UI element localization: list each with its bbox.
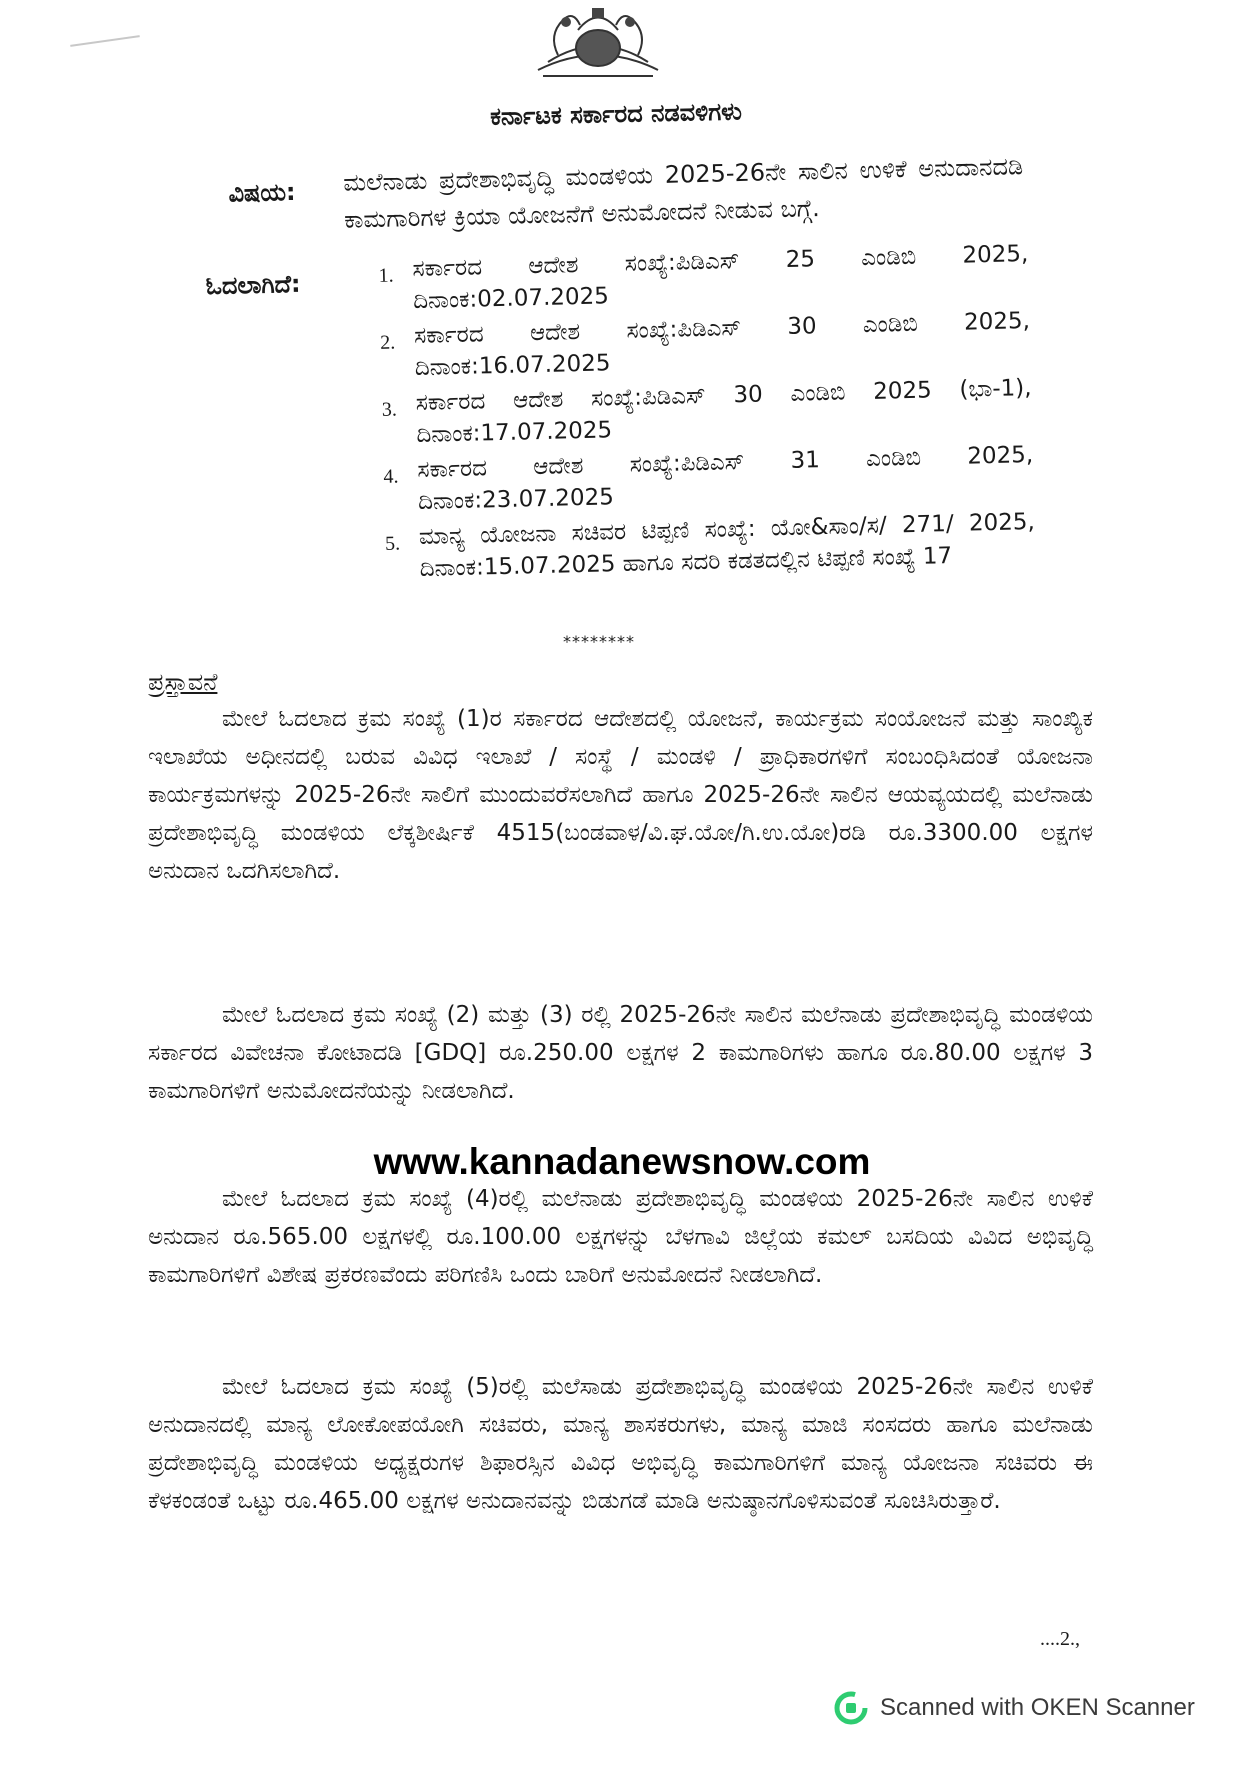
references-label: ಓದಲಾಗಿದೆ: [205, 269, 301, 301]
website-watermark: www.kannadanewsnow.com [373, 1141, 871, 1182]
reference-text: ಸರ್ಕಾರದ ಆದೇಶ ಸಂಖ್ಯೆ:ಪಿಡಿಎಸ್ 30 ಎಂಡಿಬಿ 2025, ದಿನಾಂಕ:16.07.2025 [413, 308, 1031, 382]
preamble-paragraph-1: ಮೇಲೆ ಓದಲಾದ ಕ್ರಮ ಸಂಖ್ಯೆ (1)ರ ಸರ್ಕಾರದ ಆದೇಶದಲ್ಲಿ ಯೋಜನೆ, ಕಾರ್ಯಕ್ರಮ ಸಂಯೋಜನೆ ಮತ್ತು ಸಾಂಖ್ಯಿಕ ಇಲಾಖೆಯ ಅಧೀನದಲ್ಲಿ ಬರುವ ವಿವಿಧ ಇಲಾಖೆ / ಸಂಸ್ಥೆ / ಮಂಡಳಿ / ಪ್ರಾಧಿಕಾರಗಳಿಗೆ ಸಂಬಂಧಿಸಿದಂತೆ ಯೋಜನಾ ಕಾರ್ಯಕ್ರಮಗಳನ್ನು 2025-26ನೇ ಸಾಲಿಗೆ ಮುಂದುವರೆಸಲಾಗಿದೆ ಹಾಗೂ 2025-26ನೇ ಸಾಲಿನ ಆಯವ್ಯಯದಲ್ಲಿ ಮಲೆನಾಡು ಪ್ರದೇಶಾಭಿವೃದ್ಧಿ ಮಂಡಳಿಯ ಲೆಕ್ಕಶೀರ್ಷಿಕೆ 4515(ಬಂಡವಾಳ/ವಿ.ಘ.ಯೋ/ಗಿ.ಉ.ಯೋ)ರಡಿ ರೂ.3300.00 ಲಕ್ಷಗಳ ಅನುದಾನ ಒದಗಿಸಲಾಗಿದೆ. [148, 706, 1093, 884]
reference-number: 2. [379, 331, 396, 354]
reference-item [378, 238, 1029, 318]
reference-number: 4. [383, 465, 399, 488]
section-divider: ******** [563, 632, 635, 651]
scanner-watermark [834, 1690, 1195, 1726]
reference-number: 1. [378, 264, 394, 287]
reference-item [385, 506, 1036, 586]
reference-text: ಸರ್ಕಾರದ ಆದೇಶ ಸಂಖ್ಯೆ:ಪಿಡಿಎಸ್ 31 ಎಂಡಿಬಿ 2025, ದಿನಾಂಕ:23.07.2025 [416, 441, 1034, 516]
scanner-watermark-text: Scanned with OKEN Scanner [880, 1694, 1195, 1721]
preamble-paragraph-4: ಮೇಲೆ ಓದಲಾದ ಕ್ರಮ ಸಂಖ್ಯೆ (5)ರಲ್ಲಿ ಮಲೆಸಾಡು ಪ್ರದೇಶಾಭಿವೃದ್ಧಿ ಮಂಡಳಿಯ 2025-26ನೇ ಸಾಲಿನ ಉಳಿಕೆ ಅನುದಾನದಲ್ಲಿ ಮಾನ್ಯ ಲೋಕೋಪಯೋಗಿ ಸಚಿವರು, ಮಾನ್ಯ ಶಾಸಕರುಗಳು, ಮಾನ್ಯ ಮಾಜಿ ಸಂಸದರು ಹಾಗೂ ಮಲೆನಾಡು ಪ್ರದೇಶಾಭಿವೃದ್ಧಿ ಮಂಡಳಿಯ ಅಧ್ಯಕ್ಷರುಗಳ ಶಿಫಾರಸ್ಸಿನ ವಿವಿಧ ಅಭಿವೃದ್ಧಿ ಕಾಮಗಾರಿಗಳಿಗೆ ಮಾನ್ಯ ಯೋಜನಾ ಸಚಿವರು ಈ ಕೆಳಕಂಡಂತೆ ಒಟ್ಟು ರೂ.465.00 ಲಕ್ಷಗಳ ಅನುದಾನವನ್ನು ಬಿಡುಗಡೆ ಮಾಡಿ ಅನುಷ್ಠಾನಗೊಳಿಸುವಂತೆ ಸೂಚಿಸಿರುತ್ತಾರೆ. [148, 1374, 1093, 1514]
page-continuation-marker: ....2., [1040, 1628, 1080, 1650]
preamble-paragraph-3: ಮೇಲೆ ಓದಲಾದ ಕ್ರಮ ಸಂಖ್ಯೆ (4)ರಲ್ಲಿ ಮಲೆನಾಡು ಪ್ರದೇಶಾಭಿವೃದ್ಧಿ ಮಂಡಳಿಯ 2025-26ನೇ ಸಾಲಿನ ಉಳಿಕೆ ಅನುದಾನ ರೂ.565.00 ಲಕ್ಷಗಳಲ್ಲಿ ರೂ.100.00 ಲಕ್ಷಗಳನ್ನು ಬೆಳಗಾವಿ ಜಿಲ್ಲೆಯ ಕಮಲ್ ಬಸದಿಯ ವಿವಿದ ಅಭಿವೃದ್ಧಿ ಕಾಮಗಾರಿಗಳಿಗೆ ವಿಶೇಷ ಪ್ರಕರಣವೆಂದು ಪರಿಗಣಿಸಿ ಒಂದು ಬಾರಿಗೆ ಅನುಮೋದನೆ ನೀಡಲಾಗಿದೆ. [148, 1186, 1093, 1288]
reference-item [380, 305, 1031, 385]
subject-text: ಮಲೆನಾಡು ಪ್ರದೇಶಾಭಿವೃದ್ಧಿ ಮಂಡಳಿಯ 2025-26ನೇ ಸಾಲಿನ ಉಳಿಕೆ ಅನುದಾನದಡಿ ಕಾಮಗಾರಿಗಳ ಕ್ರಿಯಾ ಯೋಜನೆಗೆ ಅನುಮೋದನೆ ನೀಡುವ ಬಗ್ಗೆ. [342, 152, 1024, 234]
reference-text: ಸರ್ಕಾರದ ಆದೇಶ ಸಂಖ್ಯೆ:ಪಿಡಿಎಸ್ 30 ಎಂಡಿಬಿ 2025 (ಭಾ-1), ದಿನಾಂಕ:17.07.2025 [415, 374, 1032, 449]
reference-text: ಸರ್ಕಾರದ ಆದೇಶ ಸಂಖ್ಯೆ:ಪಿಡಿಎಸ್ 25 ಎಂಡಿಬಿ 2025, ದಿನಾಂಕ:02.07.2025 [412, 241, 1029, 315]
document-title: ಕರ್ನಾಟಕ ಸರ್ಕಾರದ ನಡವಳಿಗಳು [489, 97, 743, 131]
references-list [378, 238, 1036, 589]
preamble-heading: ಪ್ರಸ್ತಾವನೆ [148, 668, 218, 696]
oken-scanner-logo-icon [834, 1691, 868, 1725]
reference-number: 5. [384, 532, 401, 555]
preamble-paragraph-2: ಮೇಲೆ ಓದಲಾದ ಕ್ರಮ ಸಂಖ್ಯೆ (2) ಮತ್ತು (3) ರಲ್ಲಿ 2025-26ನೇ ಸಾಲಿನ ಮಲೆನಾಡು ಪ್ರದೇಶಾಭಿವೃದ್ಧಿ ಮಂಡಳಿಯ ಸರ್ಕಾರದ ವಿವೇಚನಾ ಕೋಟಾದಡಿ [GDQ] ರೂ.250.00 ಲಕ್ಷಗಳ 2 ಕಾಮಗಾರಿಗಳು ಹಾಗೂ ರೂ.80.00 ಲಕ್ಷಗಳ 3 ಕಾಮಗಾರಿಗಳಿಗೆ ಅನುಮೋದನೆಯನ್ನು ನೀಡಲಾಗಿದೆ. [148, 1002, 1093, 1104]
reference-item [383, 439, 1034, 519]
reference-number: 3. [381, 398, 398, 421]
reference-item [381, 372, 1032, 452]
reference-text: ಮಾನ್ಯ ಯೋಜನಾ ಸಚಿವರ ಟಿಪ್ಪಣಿ ಸಂಖ್ಯೆ: ಯೋ&ಸಾಂ/ಸ/ 271/ 2025, ದಿನಾಂಕ:15.07.2025 ಹಾಗೂ ಸದರಿ ಕಡತದಲ್ಲಿನ ಟಿಪ್ಪಣಿ ಸಂಖ್ಯೆ 17 [418, 508, 1036, 582]
subject-label: ವಿಷಯ: [228, 177, 296, 208]
